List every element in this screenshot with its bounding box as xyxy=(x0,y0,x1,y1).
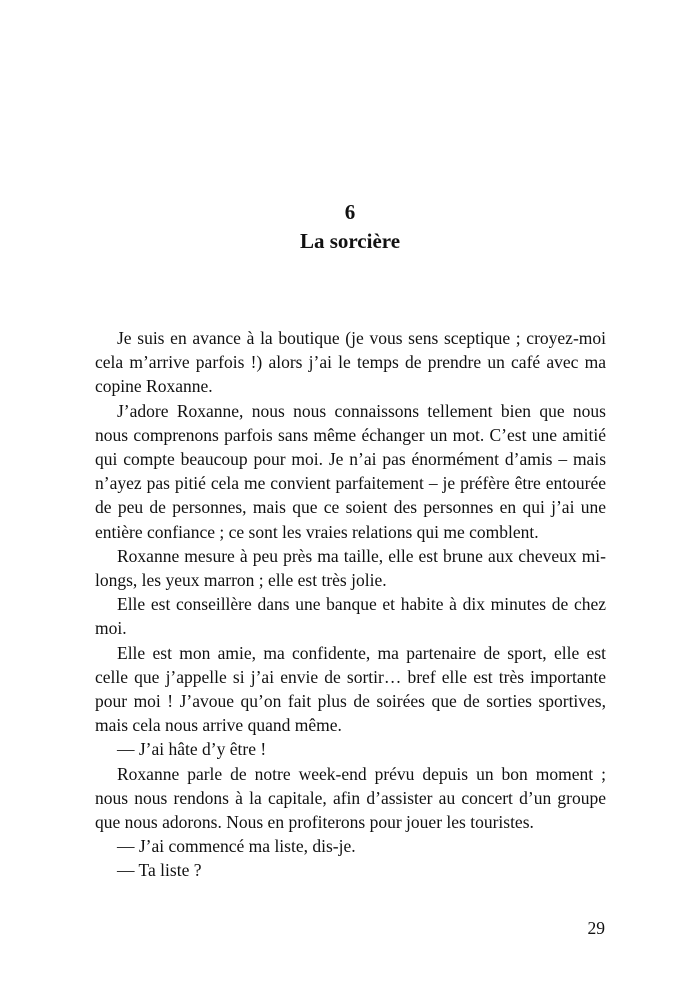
chapter-number: 6 xyxy=(344,200,356,224)
page-number: 29 xyxy=(587,918,605,938)
paragraph: Je suis en avance à la boutique (je vous sens sceptique ; croyez-moi cela m’arrive parfois !) alors j’ai le temps de prendre un café avec ma copine Roxanne. xyxy=(95,328,606,397)
dialogue-line: — Ta liste ? xyxy=(117,860,202,881)
paragraph: J’adore Roxanne, nous nous connaissons tellement bien que nous nous comprenons parfois sans même échanger un mot. C’est une amitié qui compte beaucoup pour moi. Je n’ai pas énormément d’amis – mais n’ayez pas pitié cela me convient parfaitement – je préfère être entourée de peu de personnes, mais que ce soient des personnes en qui j’ai une entière confiance ; ce sont les vraies relations qui me comblent. xyxy=(95,400,606,542)
chapter-title: La sorcière xyxy=(299,229,401,253)
chapter-body xyxy=(95,326,606,883)
paragraph: Roxanne mesure à peu près ma taille, elle est brune aux cheveux mi-longs, les yeux marron ; elle est très jolie. xyxy=(95,545,606,591)
paragraph: Elle est conseillère dans une banque et habite à dix minutes de chez moi. xyxy=(95,594,606,639)
paragraph: Elle est mon amie, ma confidente, ma partenaire de sport, elle est celle que j’appelle si j’ai envie de sortir… bref elle est très importante pour moi ! J’avoue qu’on fait plus de soirées que de sorties sportives, mais cela nous arrive quand même. xyxy=(95,642,606,736)
paragraph: Roxanne parle de notre week-end prévu depuis un bon moment ; nous nous rendons à la capitale, afin d’assister au concert d’un groupe que nous adorons. Nous en profiterons pour jouer les touristes. xyxy=(95,763,606,833)
dialogue-line: — J’ai hâte d’y être ! xyxy=(117,739,267,760)
dialogue-line: — J’ai commencé ma liste, dis-je. xyxy=(117,836,356,857)
